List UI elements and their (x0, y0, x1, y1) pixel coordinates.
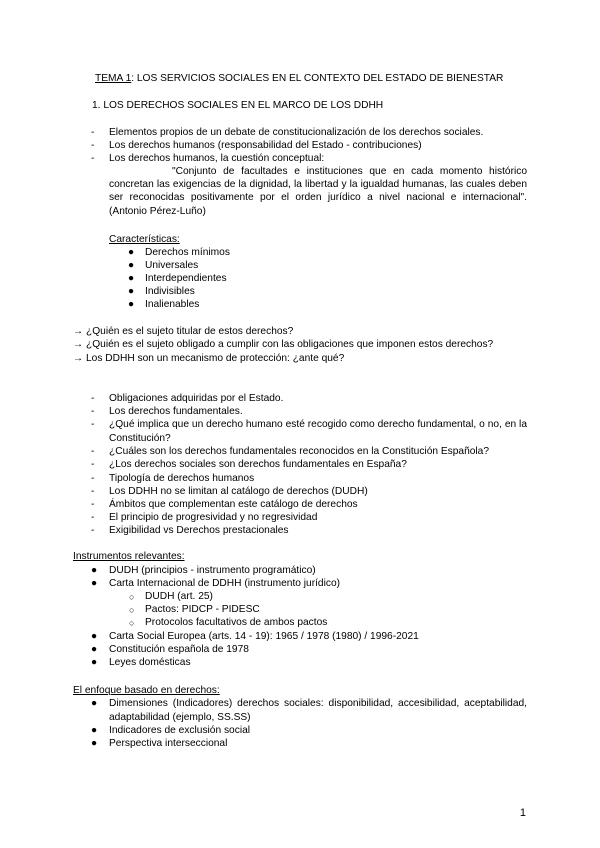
arrow-question: → ¿Quién es el sujeto obligado a cumplir con las obligaciones que imponen estos derechos? (73, 339, 494, 350)
arrow-question: → Los DDHH son un mecanismo de protección: ¿ante qué? (73, 353, 345, 364)
list-item: Derechos mínimos (145, 247, 230, 258)
circle-marker: ○ (129, 618, 135, 628)
dash-marker: - (91, 499, 95, 510)
circle-marker: ○ (129, 592, 135, 602)
list-item: Los derechos fundamentales. (109, 406, 243, 417)
circle-marker: ○ (129, 605, 135, 615)
list-item: Los derechos humanos, la cuestión conceptual: (109, 153, 325, 164)
arrow-question: → ¿Quién es el sujeto titular de estos derechos? (73, 326, 294, 337)
dash-marker: - (91, 459, 95, 470)
rights-approach-heading: El enfoque basado en derechos: (73, 685, 220, 696)
instruments-heading: Instrumentos relevantes: (73, 551, 185, 562)
list-item: El principio de progresividad y no regresividad (109, 512, 318, 523)
list-item: Universales (145, 260, 199, 271)
dash-marker: - (91, 140, 95, 151)
list-item: Carta Internacional de DDHH (instrumento jurídico) (109, 578, 341, 589)
list-item: Inalienables (145, 299, 200, 310)
list-item: Obligaciones adquiridas por el Estado. (109, 393, 284, 404)
dash-marker: - (91, 153, 95, 164)
title-prefix: TEMA 1 (95, 73, 132, 84)
bullet-marker: ● (128, 299, 135, 310)
dash-marker: - (91, 406, 95, 417)
dash-marker: - (91, 486, 95, 497)
list-item: Constitución española de 1978 (109, 644, 249, 655)
dash-marker: - (91, 512, 95, 523)
list-item: Interdependientes (145, 273, 227, 284)
list-item: ¿Qué implica que un derecho humano esté recogido como derecho fundamental, o no, en la Constitución? (109, 419, 527, 444)
list-item: Elementos propios de un debate de constitucionalización de los derechos sociales. (109, 127, 484, 138)
dash-marker: - (91, 473, 95, 484)
dash-marker: - (91, 446, 95, 457)
bullet-marker: ● (91, 578, 98, 589)
list-item: Carta Social Europea (arts. 14 - 19): 1965 / 1978 (1980) / 1996-2021 (109, 631, 419, 642)
bullet-marker: ● (128, 247, 135, 258)
list-item: DUDH (art. 25) (145, 591, 213, 602)
list-item: Dimensiones (Indicadores) derechos sociales: disponibilidad, accesibilidad, aceptabilidad, adaptabilidad (ejemplo, SS.SS) (109, 698, 527, 723)
list-item: Pactos: PIDCP - PIDESC (145, 604, 260, 615)
bullet-marker: ● (128, 273, 135, 284)
title-rest: : LOS SERVICIOS SOCIALES EN EL CONTEXTO DEL ESTADO DE BIENESTAR (131, 73, 504, 84)
list-item: Ámbitos que complementan este catálogo de derechos (109, 499, 358, 510)
list-item: DUDH (principios - instrumento programático) (109, 565, 316, 576)
list-item: Protocolos facultativos de ambos pactos (145, 617, 328, 628)
bullet-marker: ● (128, 260, 135, 271)
page-number: 1 (519, 807, 526, 819)
dash-marker: - (91, 393, 95, 404)
quote-text: "Conjunto de facultades e instituciones que en cada momento histórico concretan las exigencias de la dignidad, la libertad y la igualdad humanas, las cuales deben ser reconocidas positivamente por el orden jurídico a nivel nacional e internacional". (Antonio Pérez-Luño) (109, 166, 527, 217)
bullet-marker: ● (91, 631, 98, 642)
dash-marker: - (91, 127, 95, 138)
list-item: ¿Cuáles son los derechos fundamentales reconocidos en la Constitución Española? (109, 446, 489, 457)
list-item: Leyes domésticas (109, 657, 191, 668)
dash-marker: - (91, 525, 95, 536)
bullet-marker: ● (91, 657, 98, 668)
document-title (95, 73, 503, 84)
list-item: Exigibilidad vs Derechos prestacionales (109, 525, 289, 536)
bullet-marker: ● (91, 644, 98, 655)
bullet-marker: ● (91, 738, 98, 749)
list-item: Perspectiva interseccional (109, 738, 228, 749)
bullet-marker: ● (128, 286, 135, 297)
characteristics-heading: Características: (109, 234, 180, 245)
bullet-marker: ● (91, 565, 98, 576)
list-item: Tipología de derechos humanos (109, 473, 255, 484)
bullet-marker: ● (91, 698, 98, 709)
list-item: Los derechos humanos (responsabilidad del Estado - contribuciones) (109, 140, 422, 151)
definition-quote (109, 165, 527, 218)
dash-marker: - (91, 419, 95, 430)
section-heading: 1. LOS DERECHOS SOCIALES EN EL MARCO DE LOS DDHH (92, 100, 384, 111)
list-item: ¿Los derechos sociales son derechos fundamentales en España? (109, 459, 407, 470)
list-item: Indivisibles (145, 286, 195, 297)
list-item: Indicadores de exclusión social (109, 725, 251, 736)
list-item: Los DDHH no se limitan al catálogo de derechos (DUDH) (109, 486, 368, 497)
bullet-marker: ● (91, 725, 98, 736)
